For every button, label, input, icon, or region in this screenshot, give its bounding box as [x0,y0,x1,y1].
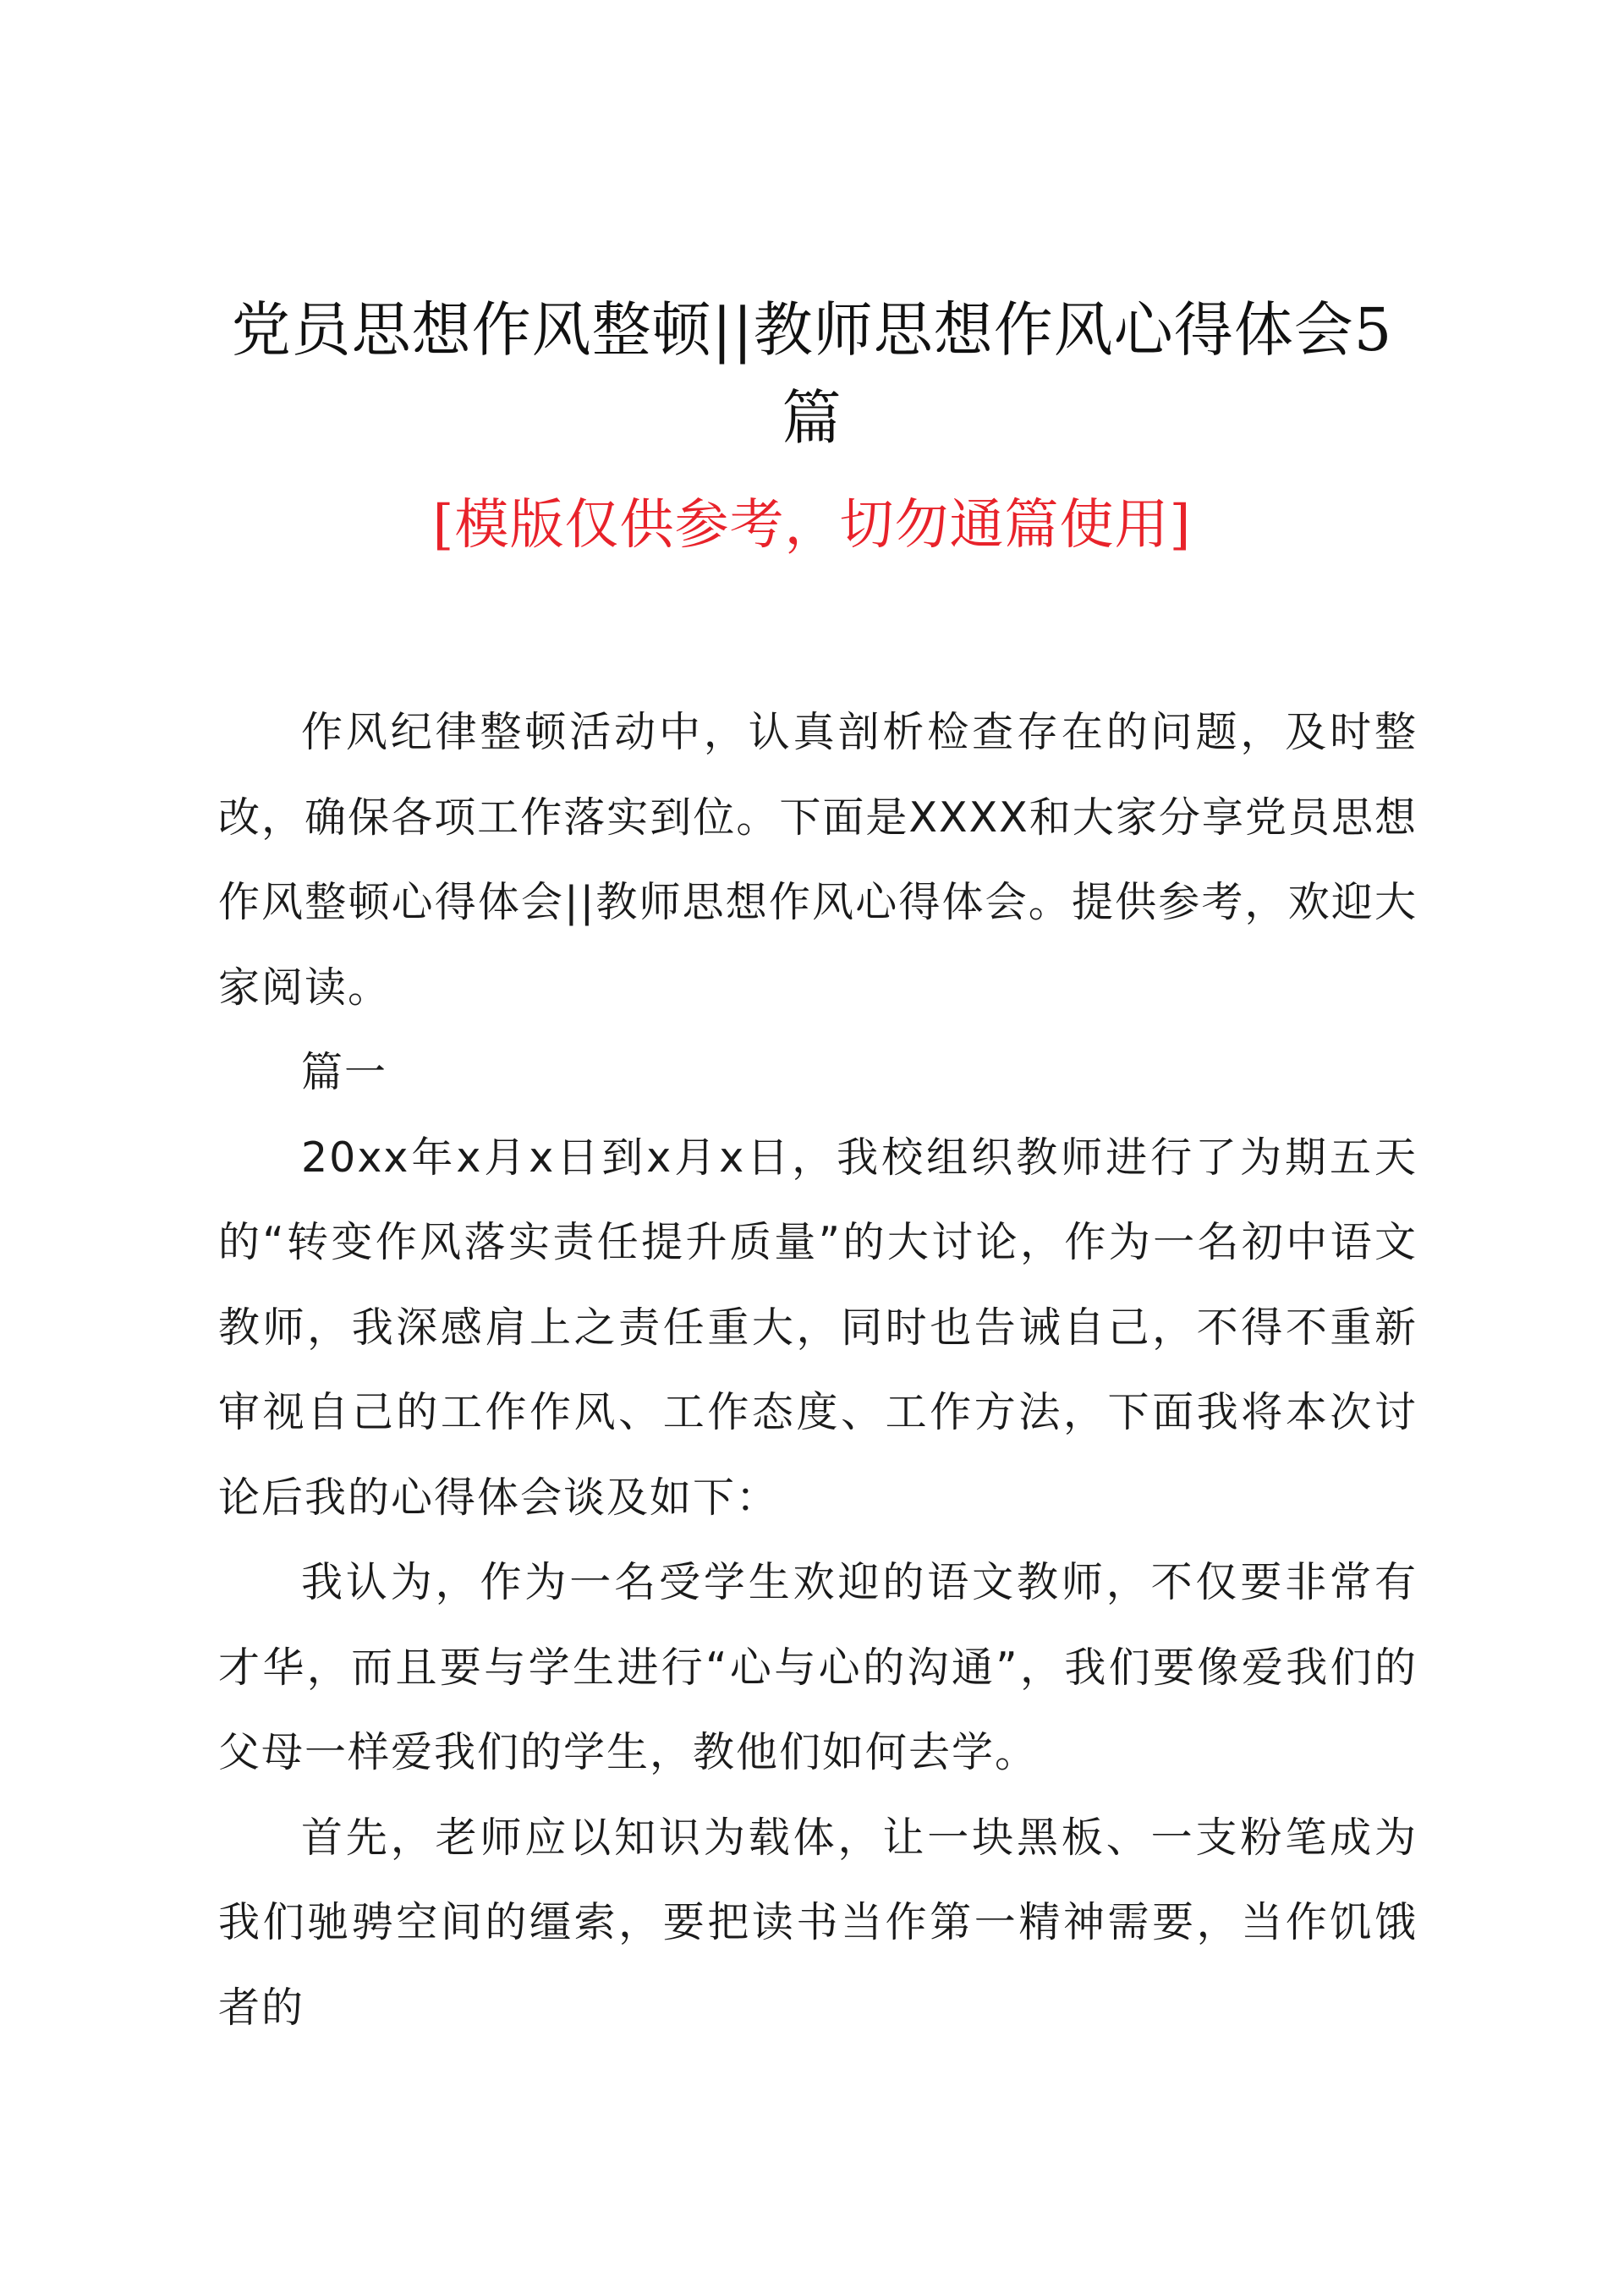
section-heading: 篇一 [301,1048,388,1096]
document-body [218,690,1418,2050]
template-notice: [模版仅供参考，切勿通篇使用] [432,494,1192,557]
body-paragraph: 20xx年x月x日到x月x日，我校组织教师进行了为期五天的“转变作风落实责任提升质量”的大讨论，作为一名初中语文教师，我深感肩上之责任重大，同时也告诫自己，不得不重新审视自己的工作作风、工作态度、工作方法，下面我将本次讨论后我的心得体会谈及如下： [218,1133,1418,1522]
intro-paragraph: 作风纪律整顿活动中，认真剖析检查存在的问题，及时整改，确保各项工作落实到位。下面是XXXX和大家分享党员思想作风整顿心得体会||教师思想作风心得体会。提供参考，欢迎大家阅读。 [218,708,1418,1012]
body-paragraph: 首先，老师应以知识为载体，让一块黑板、一支粉笔成为我们驰骋空间的缰索，要把读书当作第一精神需要，当作饥饿者的 [218,1813,1418,2032]
document-title: 党员思想作风整顿||教师思想作风心得体会5篇 [231,295,1393,453]
body-paragraph: 我认为，作为一名受学生欢迎的语文教师，不仅要非常有才华，而且要与学生进行“心与心的沟通”，我们要像爱我们的父母一样爱我们的学生，教他们如何去学。 [218,1558,1418,1776]
